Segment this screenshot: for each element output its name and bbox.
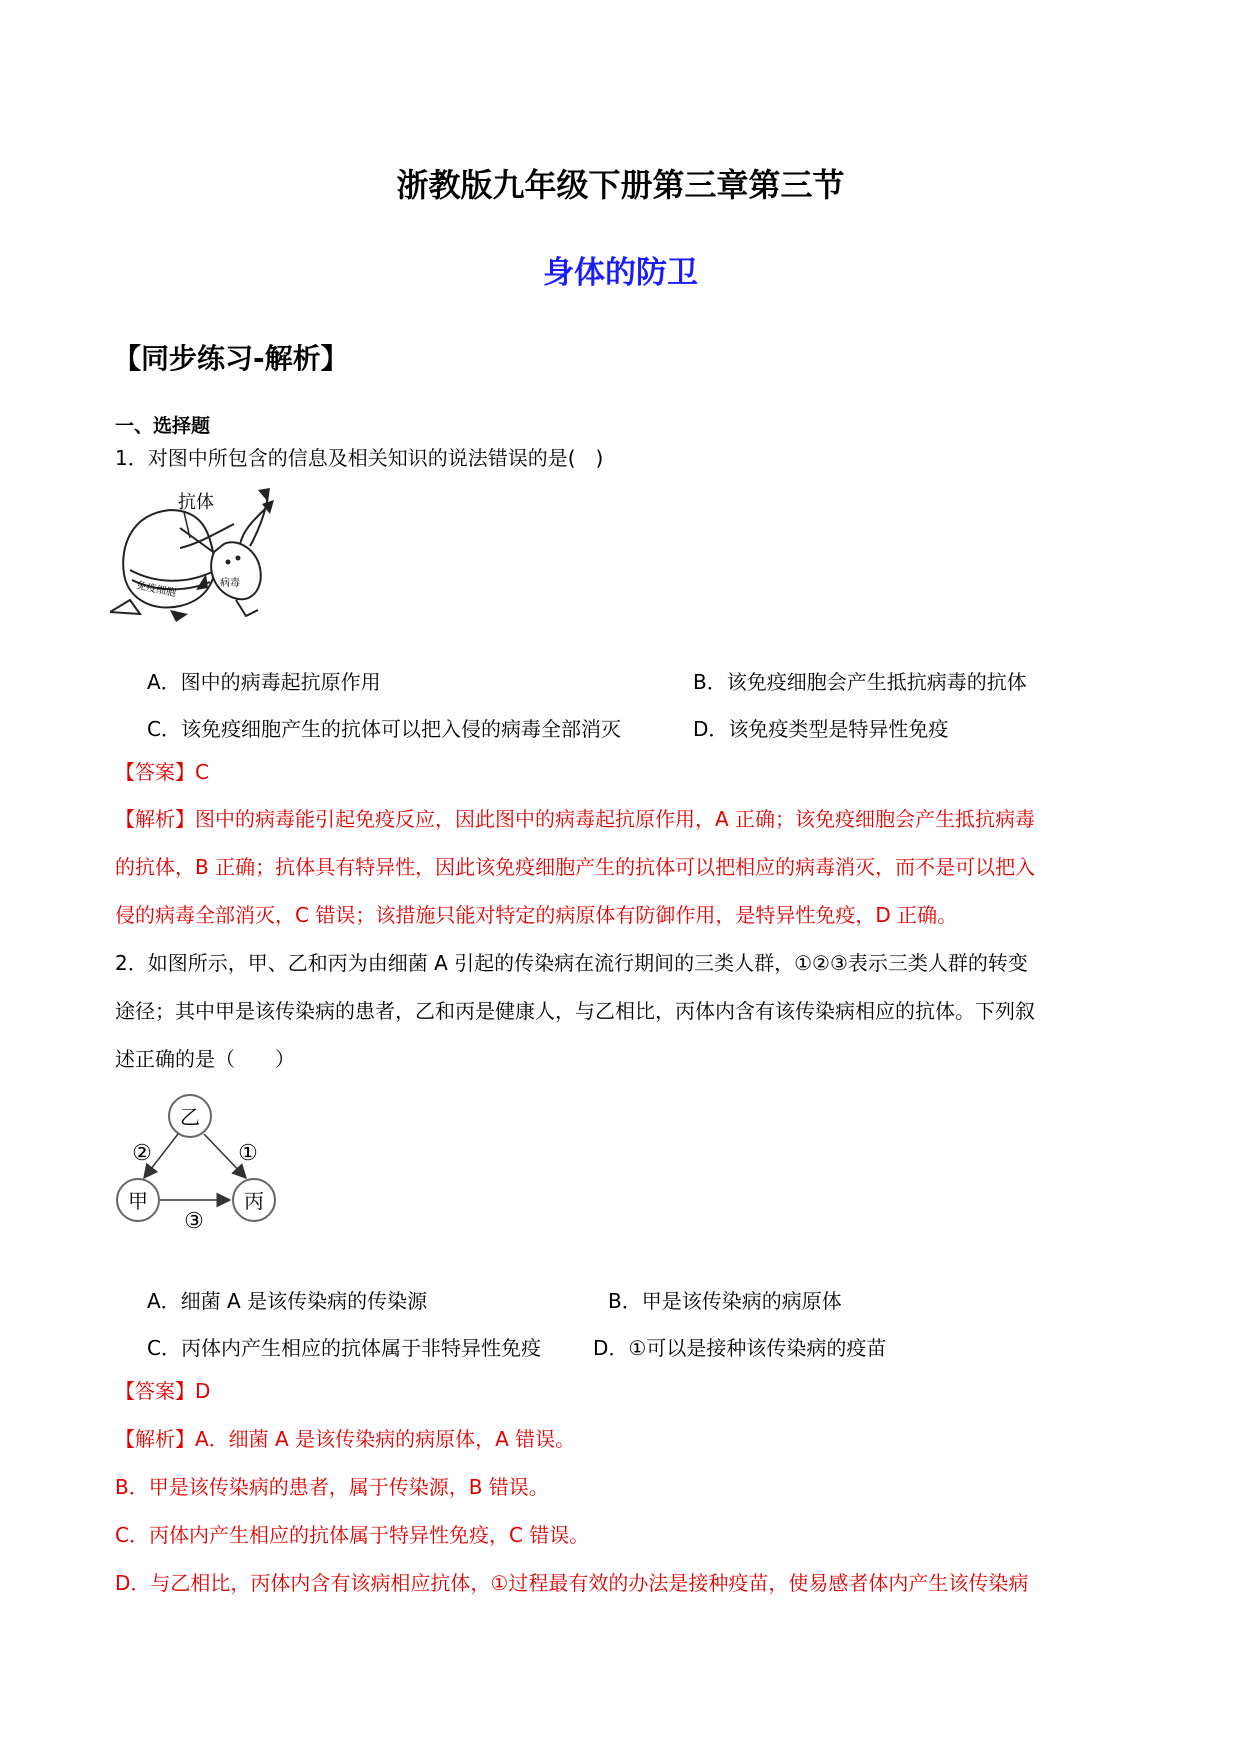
q2-transition-diagram (112, 1094, 282, 1242)
q1-analysis-line-3: 侵的病毒全部消灭，C 错误；该措施只能对特定的病原体有防御作用，是特异性免疫，D 正确。 (115, 903, 958, 927)
page-subtitle: 身体的防卫 (543, 255, 698, 291)
q1-option-a: A．图中的病毒起抗原作用 (147, 670, 381, 694)
label-virus: 病毒 (220, 578, 240, 589)
q2-option-b: B．甲是该传染病的病原体 (608, 1289, 842, 1313)
page-title: 浙教版九年级下册第三章第三节 (396, 166, 845, 204)
q1-analysis-line-2: 的抗体，B 正确；抗体具有特异性，因此该免疫细胞产生的抗体可以把相应的病毒消灭，而不是可以把入 (115, 855, 1036, 879)
q1-option-b: B．该免疫细胞会产生抵抗病毒的抗体 (693, 670, 1027, 694)
q2-option-c: C．丙体内产生相应的抗体属于非特异性免疫 (147, 1336, 541, 1360)
label-antibody: 抗体 (178, 492, 214, 513)
q2-analysis-line-2: B．甲是该传染病的患者，属于传染源，B 错误。 (115, 1475, 549, 1499)
node-jia-label: 甲 (128, 1189, 148, 1213)
q1-stem: 1．对图中所包含的信息及相关知识的说法错误的是( ) (115, 446, 604, 470)
q2-answer: 【答案】D (115, 1379, 211, 1403)
section-label: 【同步练习-解析】 (113, 342, 349, 375)
q2-stem-line-2: 途径；其中甲是该传染病的患者，乙和丙是健康人，与乙相比，丙体内含有该传染病相应的抗体。下列叙 (115, 999, 1035, 1023)
q1-option-d: D．该免疫类型是特异性免疫 (693, 717, 949, 741)
node-yi-label: 乙 (180, 1105, 200, 1129)
q2-analysis-line-3: C．丙体内产生相应的抗体属于特异性免疫，C 错误。 (115, 1523, 590, 1547)
arrow-3-label: ③ (184, 1209, 204, 1234)
q2-stem-line-1: 2．如图所示，甲、乙和丙为由细菌 A 引起的传染病在流行期间的三类人群，①②③表示三类人群的转变 (115, 951, 1028, 975)
q1-answer: 【答案】C (115, 760, 209, 784)
q2-option-d: D．①可以是接种该传染病的疫苗 (593, 1336, 887, 1360)
label-immune-cell: 免疫细胞 (135, 580, 177, 600)
q1-figure-immune-cell-antibody-virus (110, 488, 310, 622)
part-heading: 一、选择题 (115, 415, 211, 437)
arrow-2-label: ② (132, 1141, 152, 1166)
q1-analysis-line-1: 【解析】图中的病毒能引起免疫反应，因此图中的病毒起抗原作用，A 正确；该免疫细胞会产生抵抗病毒 (115, 807, 1036, 831)
arrow-1-label: ① (238, 1141, 258, 1166)
q2-option-a: A．细菌 A 是该传染病的传染源 (147, 1289, 428, 1313)
q2-stem-line-3: 述正确的是（ ） (115, 1047, 295, 1071)
node-bing-label: 丙 (244, 1189, 264, 1213)
q2-analysis-line-4: D．与乙相比，丙体内含有该病相应抗体，①过程最有效的办法是接种疫苗，使易感者体内产生该传染病 (115, 1571, 1029, 1595)
q2-analysis-line-1: 【解析】A．细菌 A 是该传染病的病原体，A 错误。 (115, 1427, 576, 1451)
q1-option-c: C．该免疫细胞产生的抗体可以把入侵的病毒全部消灭 (147, 717, 621, 741)
